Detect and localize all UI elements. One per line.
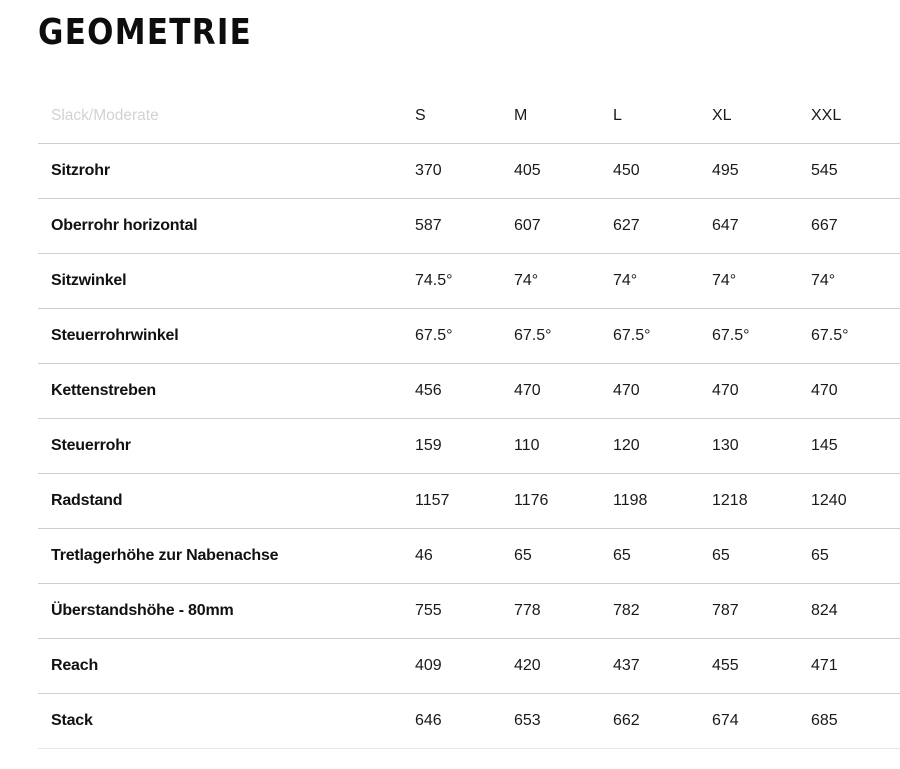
table-cell: 46: [415, 529, 514, 584]
table-row: [38, 529, 900, 584]
table-row: [38, 474, 900, 529]
table-cell: 65: [712, 529, 811, 584]
table-cell: 782: [613, 584, 712, 639]
table-row: [38, 639, 900, 694]
table-cell: 1218: [712, 474, 811, 529]
table-cell: 470: [613, 364, 712, 419]
table-cell: 787: [712, 584, 811, 639]
row-label: Sitzrohr: [38, 144, 415, 199]
table-row: [38, 309, 900, 364]
table-cell: 67.5°: [712, 309, 811, 364]
row-label: Stack: [38, 694, 415, 749]
table-cell: 67.5°: [613, 309, 712, 364]
table-cell: 74°: [613, 254, 712, 309]
table-row: [38, 694, 900, 749]
table-cell: 110: [514, 419, 613, 474]
table-cell: 120: [613, 419, 712, 474]
table-cell: 495: [712, 144, 811, 199]
table-cell: 674: [712, 694, 811, 749]
row-label: Kettenstreben: [38, 364, 415, 419]
table-cell: 824: [811, 584, 900, 639]
table-row: [38, 584, 900, 639]
table-row: [38, 364, 900, 419]
table-cell: 145: [811, 419, 900, 474]
table-cell: 74°: [514, 254, 613, 309]
table-cell: 470: [514, 364, 613, 419]
table-cell: 646: [415, 694, 514, 749]
table-cell: 662: [613, 694, 712, 749]
table-cell: 685: [811, 694, 900, 749]
table-cell: 1176: [514, 474, 613, 529]
table-cell: 409: [415, 639, 514, 694]
table-cell: 470: [811, 364, 900, 419]
table-cell: 74°: [712, 254, 811, 309]
table-cell: 370: [415, 144, 514, 199]
table-cell: 420: [514, 639, 613, 694]
table-cell: 65: [811, 529, 900, 584]
table-cell: 627: [613, 199, 712, 254]
table-cell: 65: [613, 529, 712, 584]
variant-label: Slack/Moderate: [38, 89, 415, 144]
size-header: XL: [712, 89, 811, 144]
size-header: L: [613, 89, 712, 144]
table-cell: 647: [712, 199, 811, 254]
table-cell: 159: [415, 419, 514, 474]
size-header: XXL: [811, 89, 900, 144]
table-cell: 437: [613, 639, 712, 694]
row-label: Sitzwinkel: [38, 254, 415, 309]
table-header-row: [38, 89, 900, 144]
table-cell: 456: [415, 364, 514, 419]
table-cell: 450: [613, 144, 712, 199]
table-cell: 65: [514, 529, 613, 584]
row-label: Radstand: [38, 474, 415, 529]
table-cell: 74.5°: [415, 254, 514, 309]
table-row: [38, 419, 900, 474]
page-title: GEOMETRIE: [38, 12, 253, 53]
table-cell: 67.5°: [514, 309, 613, 364]
table-row: [38, 144, 900, 199]
table-cell: 607: [514, 199, 613, 254]
table-cell: 778: [514, 584, 613, 639]
table-row: [38, 199, 900, 254]
table-cell: 130: [712, 419, 811, 474]
table-row: [38, 254, 900, 309]
size-header: M: [514, 89, 613, 144]
table-cell: 455: [712, 639, 811, 694]
table-cell: 1240: [811, 474, 900, 529]
table-cell: 470: [712, 364, 811, 419]
table-cell: 67.5°: [811, 309, 900, 364]
table-cell: 755: [415, 584, 514, 639]
row-label: Tretlagerhöhe zur Nabenachse: [38, 529, 415, 584]
table-cell: 67.5°: [415, 309, 514, 364]
table-cell: 74°: [811, 254, 900, 309]
table-cell: 653: [514, 694, 613, 749]
table-cell: 471: [811, 639, 900, 694]
row-label: Überstandshöhe - 80mm: [38, 584, 415, 639]
table-cell: 587: [415, 199, 514, 254]
size-header: S: [415, 89, 514, 144]
table-cell: 667: [811, 199, 900, 254]
table-cell: 1198: [613, 474, 712, 529]
row-label: Steuerrohr: [38, 419, 415, 474]
table-cell: 405: [514, 144, 613, 199]
row-label: Oberrohr horizontal: [38, 199, 415, 254]
row-label: Reach: [38, 639, 415, 694]
geometry-table: [38, 89, 900, 749]
table-cell: 1157: [415, 474, 514, 529]
table-cell: 545: [811, 144, 900, 199]
row-label: Steuerrohrwinkel: [38, 309, 415, 364]
